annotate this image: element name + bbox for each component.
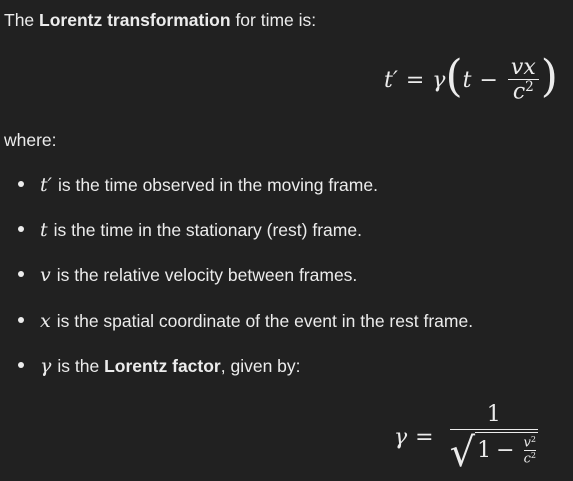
list-item bbox=[18, 355, 301, 377]
eq1-denominator bbox=[510, 80, 537, 104]
where-label: where: bbox=[4, 130, 57, 150]
list-item bbox=[18, 264, 357, 286]
eq1-numerator: vx bbox=[510, 55, 536, 81]
eq1-denominator-base: c bbox=[512, 79, 526, 105]
lorentz-factor-equation bbox=[394, 402, 538, 476]
eq2-small-denominator bbox=[524, 451, 536, 466]
bullet-symbol: t′ bbox=[40, 174, 52, 196]
bullet-dot bbox=[18, 317, 24, 323]
eq2-radicand bbox=[475, 432, 538, 467]
bullet-dot bbox=[18, 271, 24, 277]
intro-text bbox=[4, 10, 316, 31]
bullet-text-prefix: is the bbox=[57, 356, 105, 376]
radical-sign: √ bbox=[449, 429, 476, 476]
bullet-dot bbox=[18, 362, 24, 368]
bullet-text: is the time in the stationary (rest) frame. bbox=[53, 220, 362, 240]
eq2-small-numerator bbox=[524, 435, 536, 450]
eq2-v-exp: 2 bbox=[530, 435, 537, 444]
intro-suffix: for time is: bbox=[230, 10, 317, 30]
eq2-c: c bbox=[523, 451, 531, 467]
eq1-t: t bbox=[462, 67, 472, 93]
eq1-open-paren: ( bbox=[445, 51, 463, 102]
intro-bold-term: Lorentz transformation bbox=[39, 10, 231, 30]
eq2-fraction bbox=[449, 402, 538, 476]
list-item bbox=[18, 219, 362, 241]
eq2-minus: − bbox=[496, 438, 515, 464]
bullet-text-bold: Lorentz factor bbox=[104, 356, 221, 376]
eq1-gamma: γ bbox=[432, 67, 446, 93]
eq2-small-fraction bbox=[524, 435, 536, 467]
eq1-minus: − bbox=[479, 67, 498, 93]
eq2-v: v bbox=[523, 435, 531, 451]
bullet-symbol: x bbox=[40, 310, 51, 332]
bullet-symbol: γ bbox=[40, 355, 52, 377]
bullet-symbol: t bbox=[40, 219, 48, 241]
bullet-symbol: v bbox=[40, 264, 51, 286]
eq1-denominator-exp: 2 bbox=[525, 79, 534, 96]
eq1-lhs: t′ bbox=[384, 67, 398, 93]
eq2-square-root bbox=[449, 429, 538, 476]
list-item bbox=[18, 310, 473, 332]
bullet-text: is the spatial coordinate of the event in the rest frame. bbox=[56, 311, 474, 331]
bullet-dot bbox=[18, 181, 24, 187]
bullet-text: is the time observed in the moving frame. bbox=[57, 175, 378, 195]
eq1-close-paren: ) bbox=[540, 51, 558, 102]
eq2-c-exp: 2 bbox=[530, 451, 536, 461]
bullet-dot bbox=[18, 226, 24, 232]
intro-prefix: The bbox=[4, 10, 40, 30]
eq1-equals: = bbox=[405, 67, 425, 93]
bullet-text-suffix: , given by: bbox=[220, 356, 301, 376]
eq2-numerator: 1 bbox=[486, 402, 501, 427]
eq2-equals: = bbox=[415, 424, 434, 450]
eq2-one: 1 bbox=[477, 438, 492, 464]
eq1-fraction bbox=[508, 56, 539, 104]
eq2-lhs: γ bbox=[394, 424, 408, 450]
bullet-text: is the relative velocity between frames. bbox=[56, 265, 358, 285]
list-item bbox=[18, 174, 378, 196]
lorentz-time-equation bbox=[384, 52, 558, 108]
